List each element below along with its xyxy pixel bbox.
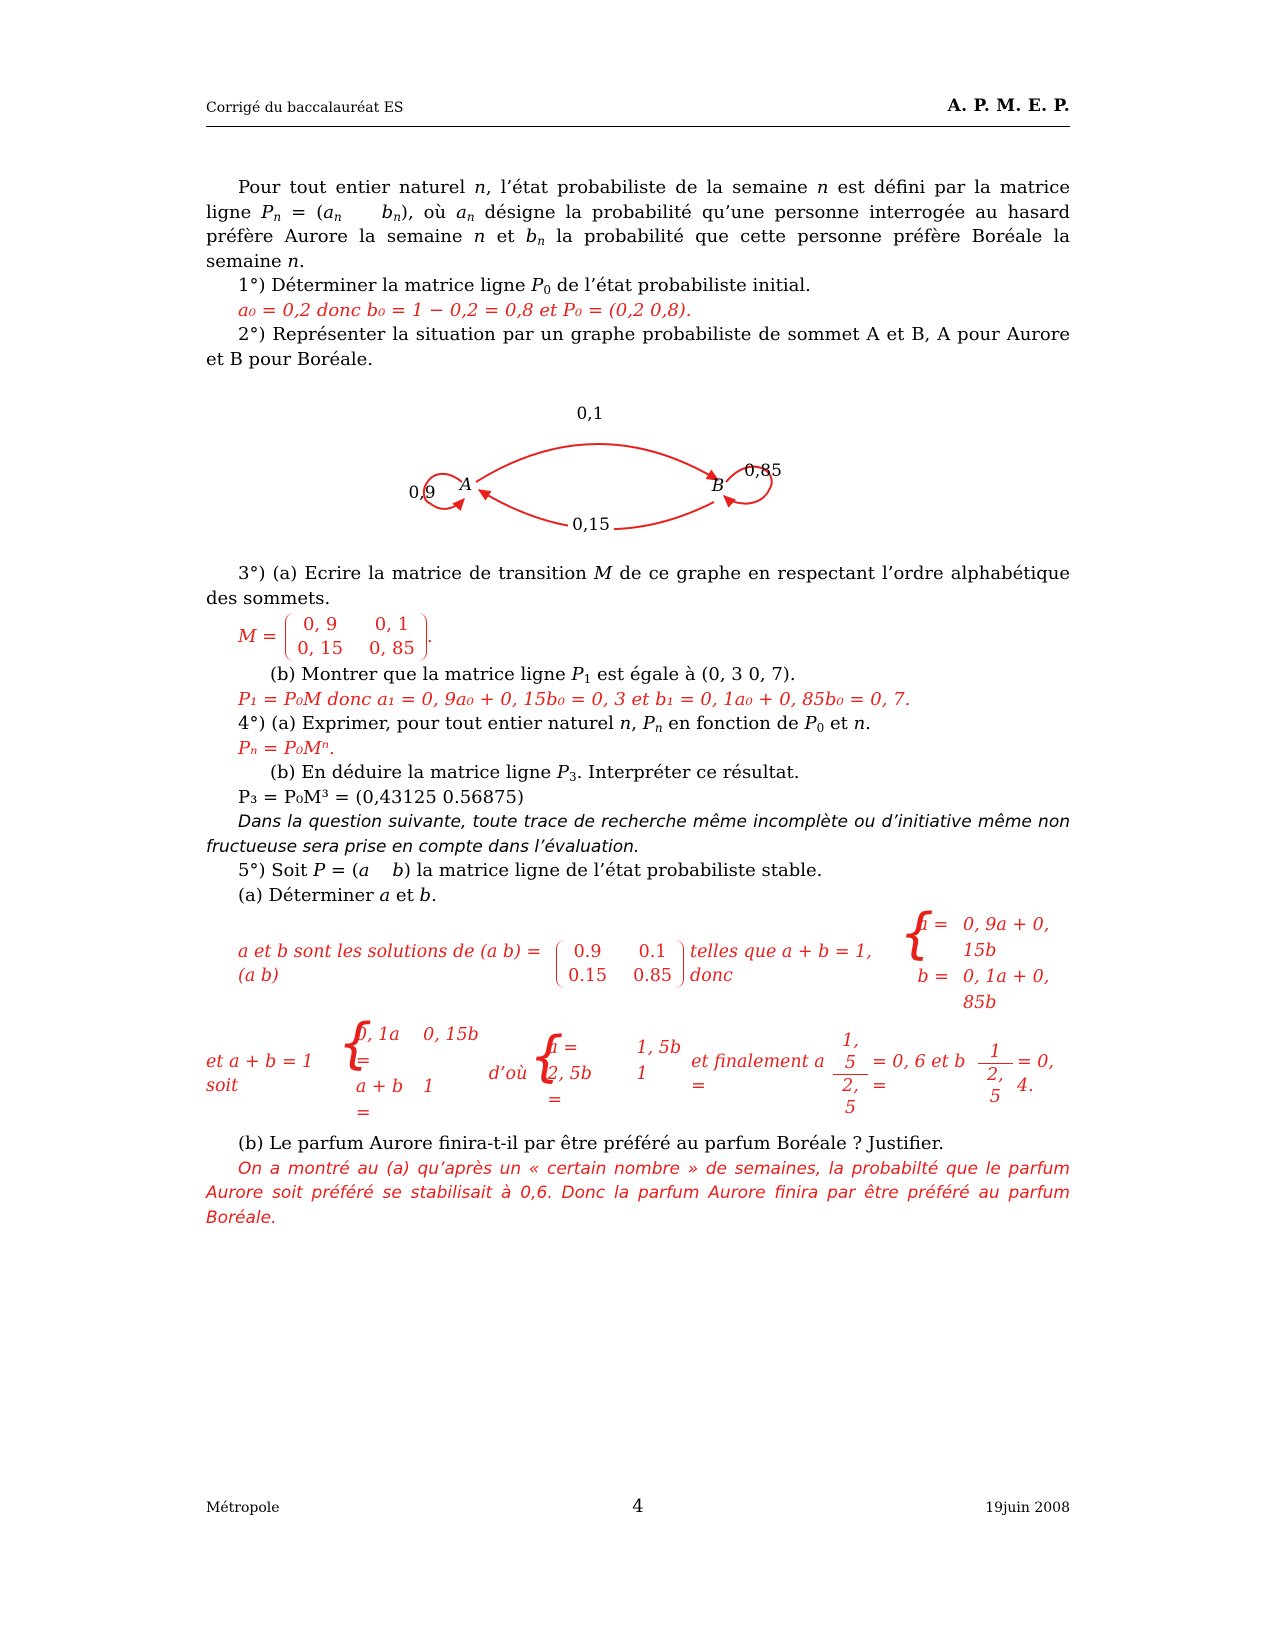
header-title: Corrigé du baccalauréat ES — [206, 100, 404, 116]
question-3b: (b) Montrer que la matrice ligne $P_1$ est égale à (0, 3 0, 7). — [270, 664, 796, 686]
node-a: A — [459, 475, 473, 495]
answer-5a-line1 — [206, 912, 1070, 1016]
fraction-b-num: 1 — [978, 1041, 1013, 1064]
system-2 — [342, 1022, 479, 1126]
system-3-cell: 1 — [636, 1064, 648, 1084]
edge-ab-label: 0,1 — [576, 404, 604, 424]
matrix-stable-cell: 0.85 — [633, 966, 673, 986]
system-2-cell: { 0, 1a = — [355, 1025, 400, 1071]
answer-5a-line2 — [206, 1022, 1070, 1126]
question-5: 5°) Soit P = (a b) la matrice ligne de l’état probabiliste stable. — [238, 860, 823, 881]
answer-3a — [206, 613, 1070, 661]
system-3-cell: 2, 5b = — [547, 1064, 592, 1110]
answer-5a-text: = 0, 4. — [1017, 1051, 1054, 1096]
answer-5a-text: et a + b = 1 soit — [206, 1051, 314, 1096]
intro-paragraph: Pour tout entier naturel n, l’état probabiliste de la semaine n est défini par la matrice ligne $P_n = (a_n$ $b_n$), où $a_n$ désigne la probabilité qu’une personne interrogée au hasard préfère Aurore la semaine n et $b_n$ la probabilité que cette personne préfère Boréale la semaine n. — [206, 177, 1070, 272]
loop-b-label: 0,85 — [744, 461, 782, 481]
edge-ba-label: 0,15 — [572, 515, 610, 535]
probabilistic-graph — [206, 372, 1070, 562]
page-number: 4 — [632, 1496, 644, 1517]
answer-4b: P₃ = P₀M³ = (0,43125 0.56875) — [238, 786, 524, 808]
matrix-m-cell: 0, 9 — [302, 614, 338, 635]
footer-location: Métropole — [206, 1500, 280, 1516]
question-2: 2°) Représenter la situation par un graphe probabiliste de sommet A et B, A pour Aurore et B pour Boréale. — [206, 324, 1070, 370]
system-2-cell: 1 — [423, 1077, 435, 1097]
graph-svg — [206, 372, 1070, 562]
answer-5a-text: a et b sont les solutions de (a b) = (a b) — [238, 941, 542, 986]
fraction-a-num: 1, 5 — [833, 1030, 868, 1075]
answer-1: a₀ = 0,2 donc b₀ = 1 − 0,2 = 0,8 et P₀ = (0,2 0,8). — [238, 299, 692, 321]
matrix-m-end: . — [426, 625, 433, 647]
question-1: 1°) Déterminer la matrice ligne $P_0$ de l’état probabiliste initial. — [238, 275, 811, 297]
system-1-cell: { a = — [917, 915, 949, 935]
question-4b: (b) En déduire la matrice ligne $P_3$. Interpréter ce résultat. — [270, 762, 800, 784]
system-2-cell: 0, 15b — [423, 1025, 479, 1045]
matrix-m-cell: 0, 1 — [374, 614, 410, 635]
matrix-m-lhs: M = — [238, 625, 278, 647]
loop-a-label: 0,9 — [408, 483, 436, 503]
page-header — [206, 96, 1070, 127]
system-1-cell: b = — [917, 967, 949, 987]
matrix-stable-cell: 0.9 — [573, 942, 602, 962]
question-5a: (a) Déterminer a et b. — [238, 884, 437, 906]
edge-a-to-b — [476, 444, 718, 482]
fraction-a-den: 2, 5 — [842, 1075, 859, 1118]
fraction-b — [978, 1041, 1013, 1108]
system-3-cell: { a = — [547, 1038, 579, 1058]
system-1-cell: 0, 1a + 0, 85b — [962, 967, 1050, 1013]
answer-5a-text: = 0, 6 et b = — [872, 1051, 966, 1096]
matrix-m-cell: 0, 85 — [369, 638, 415, 659]
matrix-stable — [556, 940, 684, 988]
question-4a: 4°) (a) Exprimer, pour tout entier naturel n, $P_n$ en fonction de $P_0$ et n. — [238, 713, 871, 735]
fraction-a — [833, 1030, 868, 1119]
note-paragraph: Dans la question suivante, toute trace de recherche même incomplète ou d’initiative même non fructueuse sera prise en compte dans l’évaluation. — [206, 812, 1070, 857]
matrix-m-cell: 0, 15 — [297, 638, 344, 659]
answer-5a-text: telles que a + b = 1, donc — [690, 941, 872, 986]
answer-5a-text: d’où — [488, 1063, 528, 1084]
system-3-cell: 1, 5b — [636, 1038, 682, 1058]
matrix-stable-cell: 0.1 — [638, 942, 667, 962]
answer-5b: On a montré au (a) qu’après un « certain nombre » de semaines, la probabilté que le parfum Aurore soit préféré se stabilisait à 0,6. Donc la parfum Aurore finira par être préféré au parfum Boréale. — [206, 1158, 1070, 1228]
answer-3b: P₁ = P₀M donc a₁ = 0, 9a₀ + 0, 15b₀ = 0, 3 et b₁ = 0, 1a₀ + 0, 85b₀ = 0, 7. — [238, 688, 911, 710]
header-publisher: A. P. M. E. P. — [947, 96, 1070, 116]
system-1 — [904, 912, 1070, 1016]
question-3a: 3°) (a) Ecrire la matrice de transition M de ce graphe en respectant l’ordre alphabétique des sommets. — [206, 563, 1071, 609]
question-5b: (b) Le parfum Aurore finira-t-il par être préféré au parfum Boréale ? Justifier. — [238, 1133, 944, 1154]
matrix-stable-cell: 0.15 — [568, 966, 608, 986]
system-3 — [533, 1035, 681, 1113]
footer-date: 19juin 2008 — [985, 1500, 1070, 1516]
answer-5a-text: et finalement a = — [691, 1051, 825, 1096]
answer-4a: Pₙ = P₀Mⁿ. — [238, 737, 335, 759]
node-b: B — [711, 476, 725, 496]
system-2-cell: a + b = — [355, 1077, 404, 1123]
system-1-cell: 0, 9a + 0, 15b — [962, 915, 1050, 961]
page-body — [206, 176, 1070, 1230]
fraction-b-den: 2, 5 — [987, 1064, 1004, 1107]
matrix-m — [285, 613, 427, 661]
